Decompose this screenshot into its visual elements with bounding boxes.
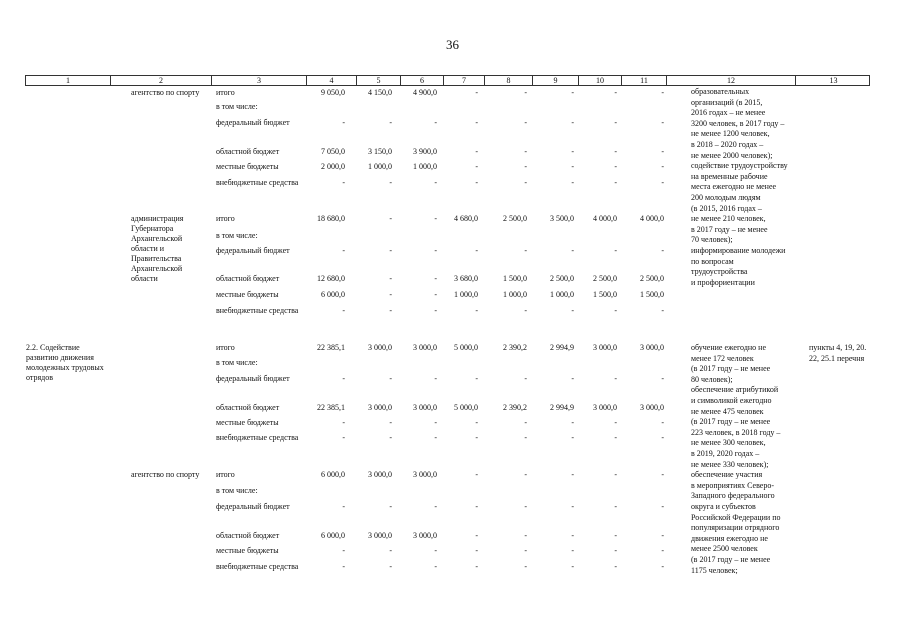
cell-value: - bbox=[524, 502, 527, 511]
result-text-line: (в 2017 году – не менее bbox=[691, 555, 771, 564]
cell-value: 5 000,0 bbox=[454, 403, 478, 412]
result-text-line: Российской Федерации по bbox=[691, 512, 781, 522]
result-text-line: организаций (в 2015, bbox=[691, 97, 763, 107]
page-number: 36 bbox=[446, 37, 459, 52]
result-text-line: не менее 330 человек); bbox=[691, 459, 769, 469]
cell-value: - bbox=[661, 562, 664, 571]
executor-name: администрация Губернатора Архангельской области и Правительства Архангельской области bbox=[131, 214, 184, 283]
cell-value: - bbox=[524, 178, 527, 187]
cell-value: - bbox=[475, 178, 478, 187]
funding-source: областной бюджет bbox=[216, 531, 280, 540]
funding-source: областной бюджет bbox=[216, 147, 280, 156]
cell-value: - bbox=[434, 433, 437, 442]
cell-value: - bbox=[475, 306, 478, 315]
cell-value: 9 050,0 bbox=[321, 88, 345, 97]
result-text-line: (в 2015, 2016 годах – bbox=[691, 203, 762, 213]
result-text-line: содействие трудоустройству bbox=[691, 161, 788, 171]
cell-value: - bbox=[571, 118, 574, 127]
cell-value: - bbox=[661, 433, 664, 442]
cell-value: - bbox=[614, 88, 617, 97]
cell-value: - bbox=[571, 433, 574, 442]
funding-source: федеральный бюджет bbox=[216, 246, 290, 255]
cell-value: 1 000,0 bbox=[413, 162, 437, 171]
funding-source: в том числе: bbox=[216, 102, 258, 111]
cell-value: - bbox=[475, 246, 478, 255]
cell-value: 3 000,0 bbox=[368, 343, 392, 352]
cell-value: - bbox=[571, 162, 574, 171]
cell-value: - bbox=[614, 433, 617, 442]
cell-value: - bbox=[524, 246, 527, 255]
cell-value: - bbox=[475, 118, 478, 127]
cell-value: - bbox=[434, 306, 437, 315]
cell-value: 3 000,0 bbox=[640, 403, 664, 412]
result-text-line: 80 человек); bbox=[691, 374, 733, 384]
cell-value: 4 000,0 bbox=[640, 214, 664, 223]
cell-value: - bbox=[434, 246, 437, 255]
funding-source: в том числе: bbox=[216, 486, 258, 495]
cell-value: 2 390,2 bbox=[503, 343, 527, 352]
result-text-line: по вопросам bbox=[691, 256, 734, 266]
cell-value: - bbox=[342, 374, 345, 383]
cell-value: - bbox=[342, 546, 345, 555]
cell-value: 18 680,0 bbox=[317, 214, 345, 223]
funding-source: областной бюджет bbox=[216, 274, 280, 283]
cell-value: - bbox=[475, 88, 478, 97]
result-text-line: в 2017 году – не менее bbox=[691, 224, 768, 234]
cell-value: - bbox=[524, 546, 527, 555]
cell-value: - bbox=[571, 470, 574, 479]
header-cell-2: 2 bbox=[111, 76, 212, 85]
cell-value: - bbox=[571, 374, 574, 383]
cell-value: 6 000,0 bbox=[321, 290, 345, 299]
result-text-line: образовательных bbox=[691, 87, 750, 96]
result-text-line: менее 172 человек bbox=[691, 353, 754, 363]
result-text-line: 2016 годах – не менее bbox=[691, 108, 766, 118]
funding-source: местные бюджеты bbox=[216, 418, 279, 427]
executor-name: агентство по спорту bbox=[131, 88, 200, 97]
result-text-line: не менее 210 человек, bbox=[691, 214, 766, 224]
cell-value: 3 900,0 bbox=[413, 147, 437, 156]
cell-value: - bbox=[661, 531, 664, 540]
cell-value: - bbox=[571, 306, 574, 315]
cell-value: - bbox=[434, 562, 437, 571]
header-cell-4: 4 bbox=[307, 76, 357, 85]
cell-value: - bbox=[571, 546, 574, 555]
cell-value: - bbox=[614, 306, 617, 315]
cell-value: - bbox=[524, 470, 527, 479]
header-cell-12: 12 bbox=[667, 76, 796, 85]
result-text-line: и профориентации bbox=[691, 277, 755, 287]
cell-value: 2 994,9 bbox=[550, 343, 574, 352]
cell-value: 7 050,0 bbox=[321, 147, 345, 156]
cell-value: - bbox=[342, 562, 345, 571]
header-cell-7: 7 bbox=[444, 76, 485, 85]
cell-value: - bbox=[434, 418, 437, 427]
cell-value: - bbox=[661, 118, 664, 127]
funding-source: федеральный бюджет bbox=[216, 118, 290, 127]
cell-value: - bbox=[342, 178, 345, 187]
result-text-line: обучение ежегодно не bbox=[691, 343, 767, 352]
cell-value: - bbox=[475, 562, 478, 571]
cell-value: - bbox=[389, 178, 392, 187]
cell-value: - bbox=[475, 374, 478, 383]
funding-source: внебюджетные средства bbox=[216, 306, 299, 315]
cell-value: - bbox=[342, 433, 345, 442]
cell-value: - bbox=[389, 502, 392, 511]
cell-value: - bbox=[389, 246, 392, 255]
cell-value: 2 500,0 bbox=[503, 214, 527, 223]
funding-source: итого bbox=[216, 343, 235, 352]
cell-value: - bbox=[389, 290, 392, 299]
result-text-line: в 2018 – 2020 годах – bbox=[691, 140, 764, 149]
cell-value: - bbox=[434, 214, 437, 223]
cell-value: - bbox=[342, 118, 345, 127]
cell-value: - bbox=[524, 147, 527, 156]
result-text-line: места ежегодно не менее bbox=[691, 182, 777, 192]
cell-value: - bbox=[434, 178, 437, 187]
result-text-line: 200 молодым людям bbox=[691, 193, 761, 202]
cell-value: - bbox=[571, 418, 574, 427]
cell-value: - bbox=[524, 118, 527, 127]
cell-value: - bbox=[389, 418, 392, 427]
cell-value: - bbox=[475, 162, 478, 171]
cell-value: 3 150,0 bbox=[368, 147, 392, 156]
funding-source: федеральный бюджет bbox=[216, 374, 290, 383]
cell-value: 3 000,0 bbox=[640, 343, 664, 352]
cell-value: - bbox=[571, 531, 574, 540]
cell-value: 3 000,0 bbox=[413, 343, 437, 352]
cell-value: - bbox=[524, 306, 527, 315]
cell-value: - bbox=[434, 118, 437, 127]
header-cell-13: 13 bbox=[829, 76, 838, 85]
cell-value: - bbox=[475, 502, 478, 511]
cell-value: - bbox=[614, 531, 617, 540]
header-cell-11: 11 bbox=[622, 76, 667, 85]
cell-value: 3 680,0 bbox=[454, 274, 478, 283]
executor-name: агентство по спорту bbox=[131, 470, 200, 479]
cell-value: 1 500,0 bbox=[593, 290, 617, 299]
table-header bbox=[25, 75, 870, 86]
cell-value: - bbox=[434, 290, 437, 299]
header-cell-9: 9 bbox=[533, 76, 579, 85]
result-text-line: не менее 1200 человек, bbox=[691, 129, 770, 139]
result-text-line: (в 2017 году – не менее bbox=[691, 417, 771, 427]
cell-value: - bbox=[475, 418, 478, 427]
result-text-line: округа и субъектов bbox=[691, 502, 756, 511]
cell-value: 1 000,0 bbox=[550, 290, 574, 299]
cell-value: 22 385,1 bbox=[317, 403, 345, 412]
cell-value: 3 000,0 bbox=[368, 403, 392, 412]
header-cell-1: 1 bbox=[26, 76, 111, 85]
cell-value: 1 000,0 bbox=[454, 290, 478, 299]
cell-value: - bbox=[614, 118, 617, 127]
cell-value: - bbox=[661, 147, 664, 156]
cell-value: 4 150,0 bbox=[368, 88, 392, 97]
cell-value: - bbox=[661, 502, 664, 511]
result-text-line: 223 человек, в 2018 году – bbox=[691, 427, 781, 437]
cell-value: - bbox=[389, 546, 392, 555]
cell-value: - bbox=[614, 418, 617, 427]
cell-value: - bbox=[614, 562, 617, 571]
result-text-line: в мероприятиях Северо- bbox=[691, 480, 775, 490]
result-text-line: 70 человек); bbox=[691, 235, 733, 245]
cell-value: - bbox=[524, 531, 527, 540]
cell-value: - bbox=[389, 214, 392, 223]
cell-value: 2 994,9 bbox=[550, 403, 574, 412]
header-cell-8: 8 bbox=[485, 76, 533, 85]
header-cell-10: 10 bbox=[579, 76, 622, 85]
cell-value: 3 000,0 bbox=[413, 531, 437, 540]
cell-value: - bbox=[524, 562, 527, 571]
cell-value: - bbox=[389, 274, 392, 283]
cell-value: 1 000,0 bbox=[368, 162, 392, 171]
cell-value: - bbox=[571, 178, 574, 187]
result-text-line: обеспечение атрибутикой bbox=[691, 385, 779, 395]
cell-value: 3 000,0 bbox=[368, 470, 392, 479]
funding-source: в том числе: bbox=[216, 358, 258, 367]
cell-value: 4 680,0 bbox=[454, 214, 478, 223]
funding-source: внебюджетные средства bbox=[216, 562, 299, 571]
cell-value: - bbox=[661, 178, 664, 187]
activity-name: 2.2. Содействие развитию движения молодежных трудовых отрядов bbox=[26, 343, 104, 382]
cell-value: - bbox=[571, 147, 574, 156]
cell-value: 3 000,0 bbox=[593, 403, 617, 412]
cell-value: - bbox=[342, 246, 345, 255]
cell-value: 5 000,0 bbox=[454, 343, 478, 352]
cell-value: 3 000,0 bbox=[413, 470, 437, 479]
cell-value: 2 390,2 bbox=[503, 403, 527, 412]
cell-value: - bbox=[524, 88, 527, 97]
cell-value: - bbox=[571, 88, 574, 97]
cell-value: - bbox=[434, 546, 437, 555]
cell-value: - bbox=[475, 531, 478, 540]
funding-source: внебюджетные средства bbox=[216, 433, 299, 442]
result-text-line: информирование молодежи bbox=[691, 246, 786, 255]
cell-value: - bbox=[661, 470, 664, 479]
result-text-line: и символикой ежегодно bbox=[691, 396, 772, 405]
cell-value: 2 500,0 bbox=[550, 274, 574, 283]
cell-value: - bbox=[389, 118, 392, 127]
cell-value: - bbox=[661, 546, 664, 555]
cell-value: 3 000,0 bbox=[413, 403, 437, 412]
result-text-line: движения ежегодно не bbox=[691, 533, 768, 543]
cell-value: - bbox=[475, 546, 478, 555]
funding-source: областной бюджет bbox=[216, 403, 280, 412]
header-cell-3: 3 bbox=[212, 76, 307, 85]
header-cell-5: 5 bbox=[357, 76, 401, 85]
cell-value: - bbox=[614, 147, 617, 156]
funding-source: итого bbox=[216, 88, 235, 97]
cell-value: - bbox=[524, 162, 527, 171]
cell-value: - bbox=[614, 546, 617, 555]
cell-value: 1 500,0 bbox=[503, 274, 527, 283]
cell-value: 3 500,0 bbox=[550, 214, 574, 223]
cell-value: - bbox=[614, 374, 617, 383]
funding-source: местные бюджеты bbox=[216, 546, 279, 555]
cell-value: - bbox=[475, 470, 478, 479]
cell-value: 4 900,0 bbox=[413, 88, 437, 97]
cell-value: - bbox=[389, 374, 392, 383]
result-text-line: популяризации отрядного bbox=[691, 523, 780, 533]
cell-value: - bbox=[661, 306, 664, 315]
cell-value: - bbox=[571, 562, 574, 571]
cell-value: - bbox=[614, 178, 617, 187]
cell-value: - bbox=[571, 502, 574, 511]
cell-value: 2 500,0 bbox=[640, 274, 664, 283]
cell-value: - bbox=[661, 88, 664, 97]
result-text-line: обеспечение участия bbox=[691, 470, 763, 480]
result-text-line: 3200 человек, в 2017 году – bbox=[691, 118, 785, 128]
cell-value: - bbox=[661, 246, 664, 255]
result-text-line: не менее 300 человек, bbox=[691, 438, 766, 448]
funding-source: местные бюджеты bbox=[216, 290, 279, 299]
cell-value: - bbox=[342, 502, 345, 511]
result-text-line: 1175 человек; bbox=[691, 565, 738, 575]
cell-value: - bbox=[524, 374, 527, 383]
cell-value: - bbox=[661, 418, 664, 427]
result-text-line: на временные рабочие bbox=[691, 171, 768, 181]
cell-value: - bbox=[614, 470, 617, 479]
cell-value: - bbox=[389, 433, 392, 442]
cell-value: 3 000,0 bbox=[368, 531, 392, 540]
funding-source: в том числе: bbox=[216, 231, 258, 240]
cell-value: 2 000,0 bbox=[321, 162, 345, 171]
funding-source: итого bbox=[216, 470, 235, 479]
result-text-line: менее 2500 человек bbox=[691, 544, 758, 554]
cell-value: - bbox=[342, 306, 345, 315]
result-text-line: в 2019, 2020 годах – bbox=[691, 449, 760, 458]
cell-value: - bbox=[434, 502, 437, 511]
cell-value: - bbox=[434, 374, 437, 383]
funding-source: федеральный бюджет bbox=[216, 502, 290, 511]
funding-source: итого bbox=[216, 214, 235, 223]
cell-value: - bbox=[475, 433, 478, 442]
funding-source: местные бюджеты bbox=[216, 162, 279, 171]
reference-text-line: пункты 4, 19, 20. bbox=[809, 343, 867, 352]
result-text-line: Западного федерального bbox=[691, 491, 775, 501]
result-text-line: не менее 2000 человек); bbox=[691, 150, 773, 160]
cell-value: 6 000,0 bbox=[321, 470, 345, 479]
funding-source: внебюджетные средства bbox=[216, 178, 299, 187]
cell-value: - bbox=[389, 306, 392, 315]
cell-value: 22 385,1 bbox=[317, 343, 345, 352]
cell-value: 12 680,0 bbox=[317, 274, 345, 283]
cell-value: - bbox=[524, 433, 527, 442]
cell-value: - bbox=[614, 502, 617, 511]
cell-value: - bbox=[342, 418, 345, 427]
cell-value: - bbox=[614, 162, 617, 171]
cell-value: - bbox=[614, 246, 617, 255]
cell-value: 1 000,0 bbox=[503, 290, 527, 299]
cell-value: - bbox=[434, 274, 437, 283]
cell-value: - bbox=[661, 374, 664, 383]
cell-value: 6 000,0 bbox=[321, 531, 345, 540]
cell-value: - bbox=[475, 147, 478, 156]
cell-value: 3 000,0 bbox=[593, 343, 617, 352]
cell-value: - bbox=[389, 562, 392, 571]
result-text-line: трудоустройства bbox=[691, 267, 748, 277]
result-text-line: не менее 475 человек bbox=[691, 406, 764, 416]
cell-value: 4 000,0 bbox=[593, 214, 617, 223]
cell-value: 2 500,0 bbox=[593, 274, 617, 283]
cell-value: - bbox=[571, 246, 574, 255]
cell-value: - bbox=[524, 418, 527, 427]
header-cell-6: 6 bbox=[401, 76, 444, 85]
cell-value: 1 500,0 bbox=[640, 290, 664, 299]
result-text-line: (в 2017 году – не менее bbox=[691, 364, 771, 374]
cell-value: - bbox=[661, 162, 664, 171]
reference-text-line: 22, 25.1 перечня bbox=[809, 353, 865, 363]
